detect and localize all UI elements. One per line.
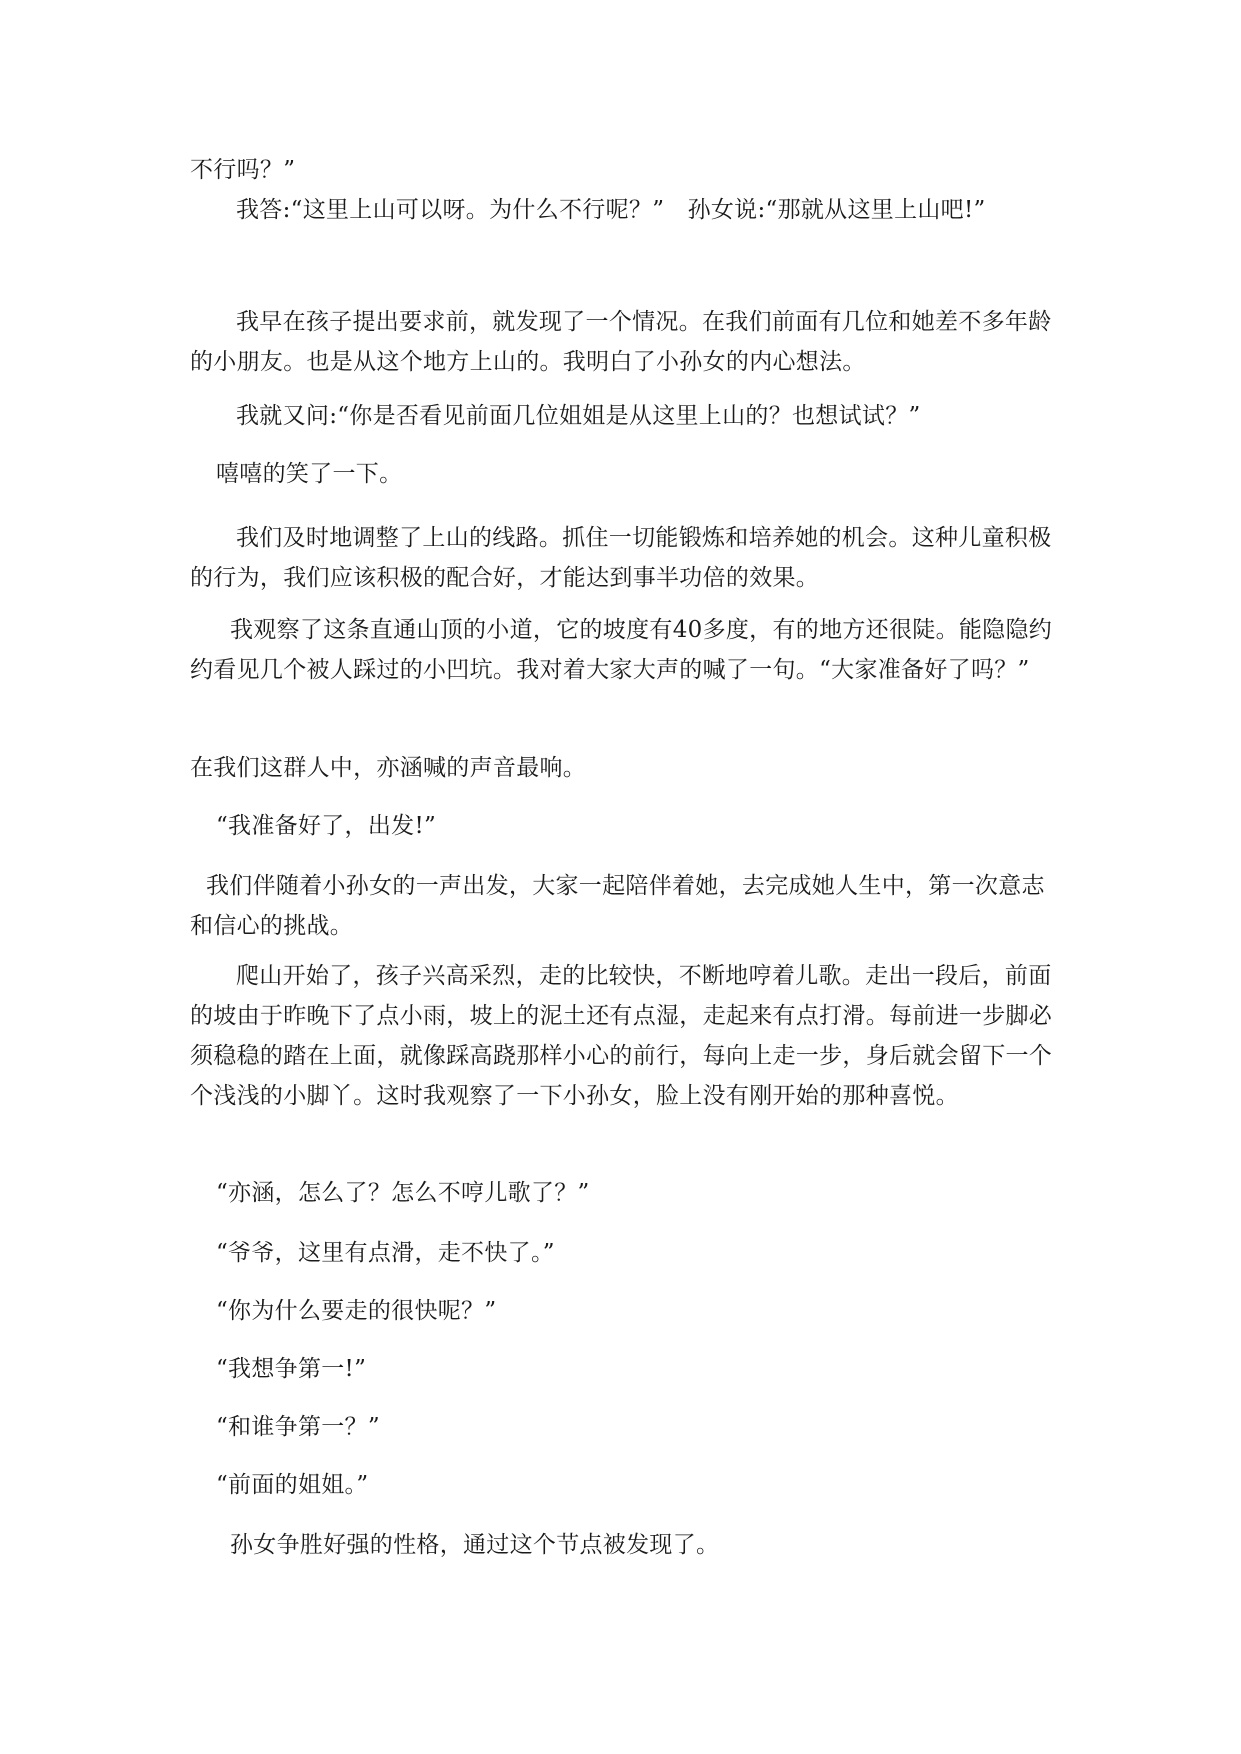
paragraph-17: “前面的姐姐。”: [216, 1472, 369, 1498]
paragraph-16: “和谁争第一？”: [216, 1414, 380, 1440]
paragraph-7: 我观察了这条直通山顶的小道，它的坡度有40多度，有的地方还很陡。能隐隐约约看见几个被人踩过的小凹坑。我对着大家大声的喊了一句。“大家准备好了吗？”: [190, 617, 1053, 683]
paragraph-5: 嘻嘻的笑了一下。: [216, 461, 403, 487]
paragraph-18: 孙女争胜好强的性格，通过这个节点被发现了。: [230, 1532, 720, 1558]
paragraph-11: 爬山开始了，孩子兴高采烈，走的比较快，不断地哼着儿歌。走出一段后，前面的坡由于昨晚下了点小雨，坡上的泥土还有点湿，走起来有点打滑。每前进一步脚必须稳稳的踏在上面，就像踩高跷那样小心的前行，每向上走一步，身后就会留下一个个浅浅的小脚丫。这时我观察了一下小孙女，脸上没有刚开始的那种喜悦。: [190, 963, 1053, 1109]
paragraph-4: 我就又问:“你是否看见前面几位姐姐是从这里上山的？也想试试？”: [236, 403, 921, 429]
paragraph-13: “爷爷，这里有点滑，走不快了。”: [216, 1240, 555, 1266]
paragraph-14: “你为什么要走的很快呢？”: [216, 1298, 497, 1324]
paragraph-2: 我答:“这里上山可以呀。为什么不行呢？” 孙女说:“那就从这里上山吧!”: [236, 197, 986, 223]
paragraph-15: “我想争第一!”: [216, 1356, 367, 1382]
paragraph-6: 我们及时地调整了上山的线路。抓住一切能锻炼和培养她的机会。这种儿童积极的行为，我们应该积极的配合好，才能达到事半功倍的效果。: [190, 525, 1052, 591]
paragraph-1: 不行吗？”: [190, 157, 296, 183]
paragraph-3: 我早在孩子提出要求前，就发现了一个情况。在我们前面有几位和她差不多年龄的小朋友。也是从这个地方上山的。我明白了小孙女的内心想法。: [190, 309, 1052, 375]
paragraph-12: “亦涵，怎么了？怎么不哼儿歌了？”: [216, 1180, 590, 1206]
paragraph-9: “我准备好了，出发!”: [216, 813, 437, 839]
paragraph-8: 在我们这群人中，亦涵喊的声音最响。: [190, 755, 587, 781]
paragraph-10: 我们伴随着小孙女的一声出发，大家一起陪伴着她，去完成她人生中，第一次意志和信心的挑战。: [190, 873, 1045, 939]
